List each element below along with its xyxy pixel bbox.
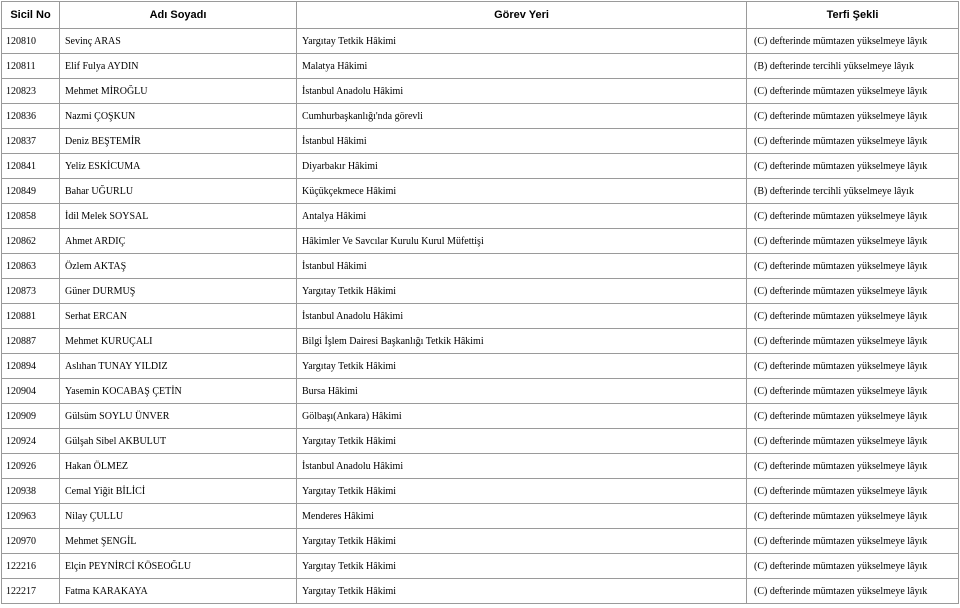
cell-gorev-yeri: Yargıtay Tetkik Hâkimi [297, 579, 747, 604]
table-row [2, 479, 959, 504]
cell-adi-soyadi: Aslıhan TUNAY YILDIZ [60, 354, 297, 379]
cell-gorev-yeri: Bursa Hâkimi [297, 379, 747, 404]
table-row [2, 229, 959, 254]
cell-gorev-yeri: Menderes Hâkimi [297, 504, 747, 529]
cell-gorev-yeri: İstanbul Anadolu Hâkimi [297, 454, 747, 479]
cell-gorev-yeri: İstanbul Anadolu Hâkimi [297, 304, 747, 329]
cell-sicil-no: 120963 [2, 504, 60, 529]
cell-sicil-no: 120926 [2, 454, 60, 479]
cell-adi-soyadi: Özlem AKTAŞ [60, 254, 297, 279]
cell-gorev-yeri: Yargıtay Tetkik Hâkimi [297, 354, 747, 379]
table-row [2, 354, 959, 379]
cell-terfi-sekli: (C) defterinde mümtazen yükselmeye lâyık [747, 154, 959, 179]
cell-sicil-no: 120894 [2, 354, 60, 379]
header-sicil-no: Sicil No [2, 2, 60, 29]
cell-adi-soyadi: Bahar UĞURLU [60, 179, 297, 204]
cell-adi-soyadi: Yasemin KOCABAŞ ÇETİN [60, 379, 297, 404]
cell-sicil-no: 120938 [2, 479, 60, 504]
cell-adi-soyadi: Mehmet MİROĞLU [60, 79, 297, 104]
cell-sicil-no: 120873 [2, 279, 60, 304]
cell-sicil-no: 120811 [2, 54, 60, 79]
cell-adi-soyadi: Mehmet ŞENGİL [60, 529, 297, 554]
cell-sicil-no: 120924 [2, 429, 60, 454]
cell-sicil-no: 120858 [2, 204, 60, 229]
header-terfi-sekli: Terfi Şekli [747, 2, 959, 29]
cell-gorev-yeri: İstanbul Anadolu Hâkimi [297, 79, 747, 104]
table-row [2, 29, 959, 54]
table-row [2, 554, 959, 579]
cell-sicil-no: 120881 [2, 304, 60, 329]
header-gorev-yeri: Görev Yeri [297, 2, 747, 29]
cell-terfi-sekli: (B) defterinde tercihli yükselmeye lâyık [747, 54, 959, 79]
cell-adi-soyadi: Hakan ÖLMEZ [60, 454, 297, 479]
cell-terfi-sekli: (C) defterinde mümtazen yükselmeye lâyık [747, 579, 959, 604]
cell-terfi-sekli: (C) defterinde mümtazen yükselmeye lâyık [747, 204, 959, 229]
cell-terfi-sekli: (C) defterinde mümtazen yükselmeye lâyık [747, 479, 959, 504]
cell-gorev-yeri: İstanbul Hâkimi [297, 129, 747, 154]
cell-terfi-sekli: (C) defterinde mümtazen yükselmeye lâyık [747, 279, 959, 304]
cell-terfi-sekli: (C) defterinde mümtazen yükselmeye lâyık [747, 404, 959, 429]
cell-terfi-sekli: (C) defterinde mümtazen yükselmeye lâyık [747, 429, 959, 454]
cell-adi-soyadi: İdil Melek SOYSAL [60, 204, 297, 229]
table-row [2, 329, 959, 354]
cell-adi-soyadi: Nazmi ÇOŞKUN [60, 104, 297, 129]
cell-terfi-sekli: (C) defterinde mümtazen yükselmeye lâyık [747, 554, 959, 579]
header-adi-soyadi: Adı Soyadı [60, 2, 297, 29]
cell-adi-soyadi: Fatma KARAKAYA [60, 579, 297, 604]
cell-sicil-no: 120837 [2, 129, 60, 154]
cell-sicil-no: 120909 [2, 404, 60, 429]
cell-sicil-no: 120841 [2, 154, 60, 179]
cell-sicil-no: 120849 [2, 179, 60, 204]
cell-gorev-yeri: Yargıtay Tetkik Hâkimi [297, 479, 747, 504]
table-row [2, 179, 959, 204]
cell-gorev-yeri: Yargıtay Tetkik Hâkimi [297, 554, 747, 579]
cell-adi-soyadi: Gülsüm SOYLU ÜNVER [60, 404, 297, 429]
table-row [2, 529, 959, 554]
cell-sicil-no: 120970 [2, 529, 60, 554]
cell-terfi-sekli: (C) defterinde mümtazen yükselmeye lâyık [747, 329, 959, 354]
cell-gorev-yeri: Küçükçekmece Hâkimi [297, 179, 747, 204]
promotion-list-sheet [1, 1, 958, 604]
cell-adi-soyadi: Sevinç ARAS [60, 29, 297, 54]
table-row [2, 404, 959, 429]
table-row [2, 379, 959, 404]
table-row [2, 504, 959, 529]
cell-terfi-sekli: (C) defterinde mümtazen yükselmeye lâyık [747, 104, 959, 129]
table-row [2, 454, 959, 479]
cell-adi-soyadi: Gülşah Sibel AKBULUT [60, 429, 297, 454]
table-row [2, 79, 959, 104]
cell-adi-soyadi: Cemal Yiğit BİLİCİ [60, 479, 297, 504]
cell-sicil-no: 120887 [2, 329, 60, 354]
cell-adi-soyadi: Elif Fulya AYDIN [60, 54, 297, 79]
cell-adi-soyadi: Nilay ÇULLU [60, 504, 297, 529]
table-row [2, 279, 959, 304]
cell-gorev-yeri: İstanbul Hâkimi [297, 254, 747, 279]
cell-terfi-sekli: (C) defterinde mümtazen yükselmeye lâyık [747, 29, 959, 54]
cell-terfi-sekli: (C) defterinde mümtazen yükselmeye lâyık [747, 529, 959, 554]
cell-terfi-sekli: (C) defterinde mümtazen yükselmeye lâyık [747, 504, 959, 529]
cell-gorev-yeri: Malatya Hâkimi [297, 54, 747, 79]
table-body [2, 29, 959, 604]
table-row [2, 429, 959, 454]
table-row [2, 129, 959, 154]
table-row [2, 579, 959, 604]
table-row [2, 104, 959, 129]
table-row [2, 304, 959, 329]
cell-terfi-sekli: (C) defterinde mümtazen yükselmeye lâyık [747, 229, 959, 254]
cell-adi-soyadi: Deniz BEŞTEMİR [60, 129, 297, 154]
table-row [2, 54, 959, 79]
cell-terfi-sekli: (C) defterinde mümtazen yükselmeye lâyık [747, 304, 959, 329]
cell-adi-soyadi: Ahmet ARDIÇ [60, 229, 297, 254]
cell-sicil-no: 120862 [2, 229, 60, 254]
cell-gorev-yeri: Antalya Hâkimi [297, 204, 747, 229]
promotion-table [1, 1, 959, 604]
cell-terfi-sekli: (B) defterinde tercihli yükselmeye lâyık [747, 179, 959, 204]
cell-adi-soyadi: Serhat ERCAN [60, 304, 297, 329]
cell-gorev-yeri: Yargıtay Tetkik Hâkimi [297, 529, 747, 554]
cell-sicil-no: 120863 [2, 254, 60, 279]
cell-gorev-yeri: Yargıtay Tetkik Hâkimi [297, 279, 747, 304]
table-header-row [2, 2, 959, 29]
cell-gorev-yeri: Diyarbakır Hâkimi [297, 154, 747, 179]
table-row [2, 254, 959, 279]
table-row [2, 154, 959, 179]
cell-gorev-yeri: Cumhurbaşkanlığı'nda görevli [297, 104, 747, 129]
cell-sicil-no: 120823 [2, 79, 60, 104]
cell-adi-soyadi: Yeliz ESKİCUMA [60, 154, 297, 179]
cell-gorev-yeri: Hâkimler Ve Savcılar Kurulu Kurul Müfettişi [297, 229, 747, 254]
cell-terfi-sekli: (C) defterinde mümtazen yükselmeye lâyık [747, 129, 959, 154]
cell-gorev-yeri: Yargıtay Tetkik Hâkimi [297, 429, 747, 454]
cell-sicil-no: 120904 [2, 379, 60, 404]
cell-terfi-sekli: (C) defterinde mümtazen yükselmeye lâyık [747, 79, 959, 104]
cell-terfi-sekli: (C) defterinde mümtazen yükselmeye lâyık [747, 354, 959, 379]
cell-sicil-no: 120836 [2, 104, 60, 129]
cell-sicil-no: 122216 [2, 554, 60, 579]
cell-terfi-sekli: (C) defterinde mümtazen yükselmeye lâyık [747, 379, 959, 404]
cell-sicil-no: 122217 [2, 579, 60, 604]
cell-sicil-no: 120810 [2, 29, 60, 54]
cell-gorev-yeri: Bilgi İşlem Dairesi Başkanlığı Tetkik Hâkimi [297, 329, 747, 354]
cell-gorev-yeri: Yargıtay Tetkik Hâkimi [297, 29, 747, 54]
cell-adi-soyadi: Güner DURMUŞ [60, 279, 297, 304]
cell-terfi-sekli: (C) defterinde mümtazen yükselmeye lâyık [747, 254, 959, 279]
cell-adi-soyadi: Elçin PEYNİRCİ KÖSEOĞLU [60, 554, 297, 579]
cell-terfi-sekli: (C) defterinde mümtazen yükselmeye lâyık [747, 454, 959, 479]
table-row [2, 204, 959, 229]
cell-gorev-yeri: Gölbaşı(Ankara) Hâkimi [297, 404, 747, 429]
cell-adi-soyadi: Mehmet KURUÇALI [60, 329, 297, 354]
